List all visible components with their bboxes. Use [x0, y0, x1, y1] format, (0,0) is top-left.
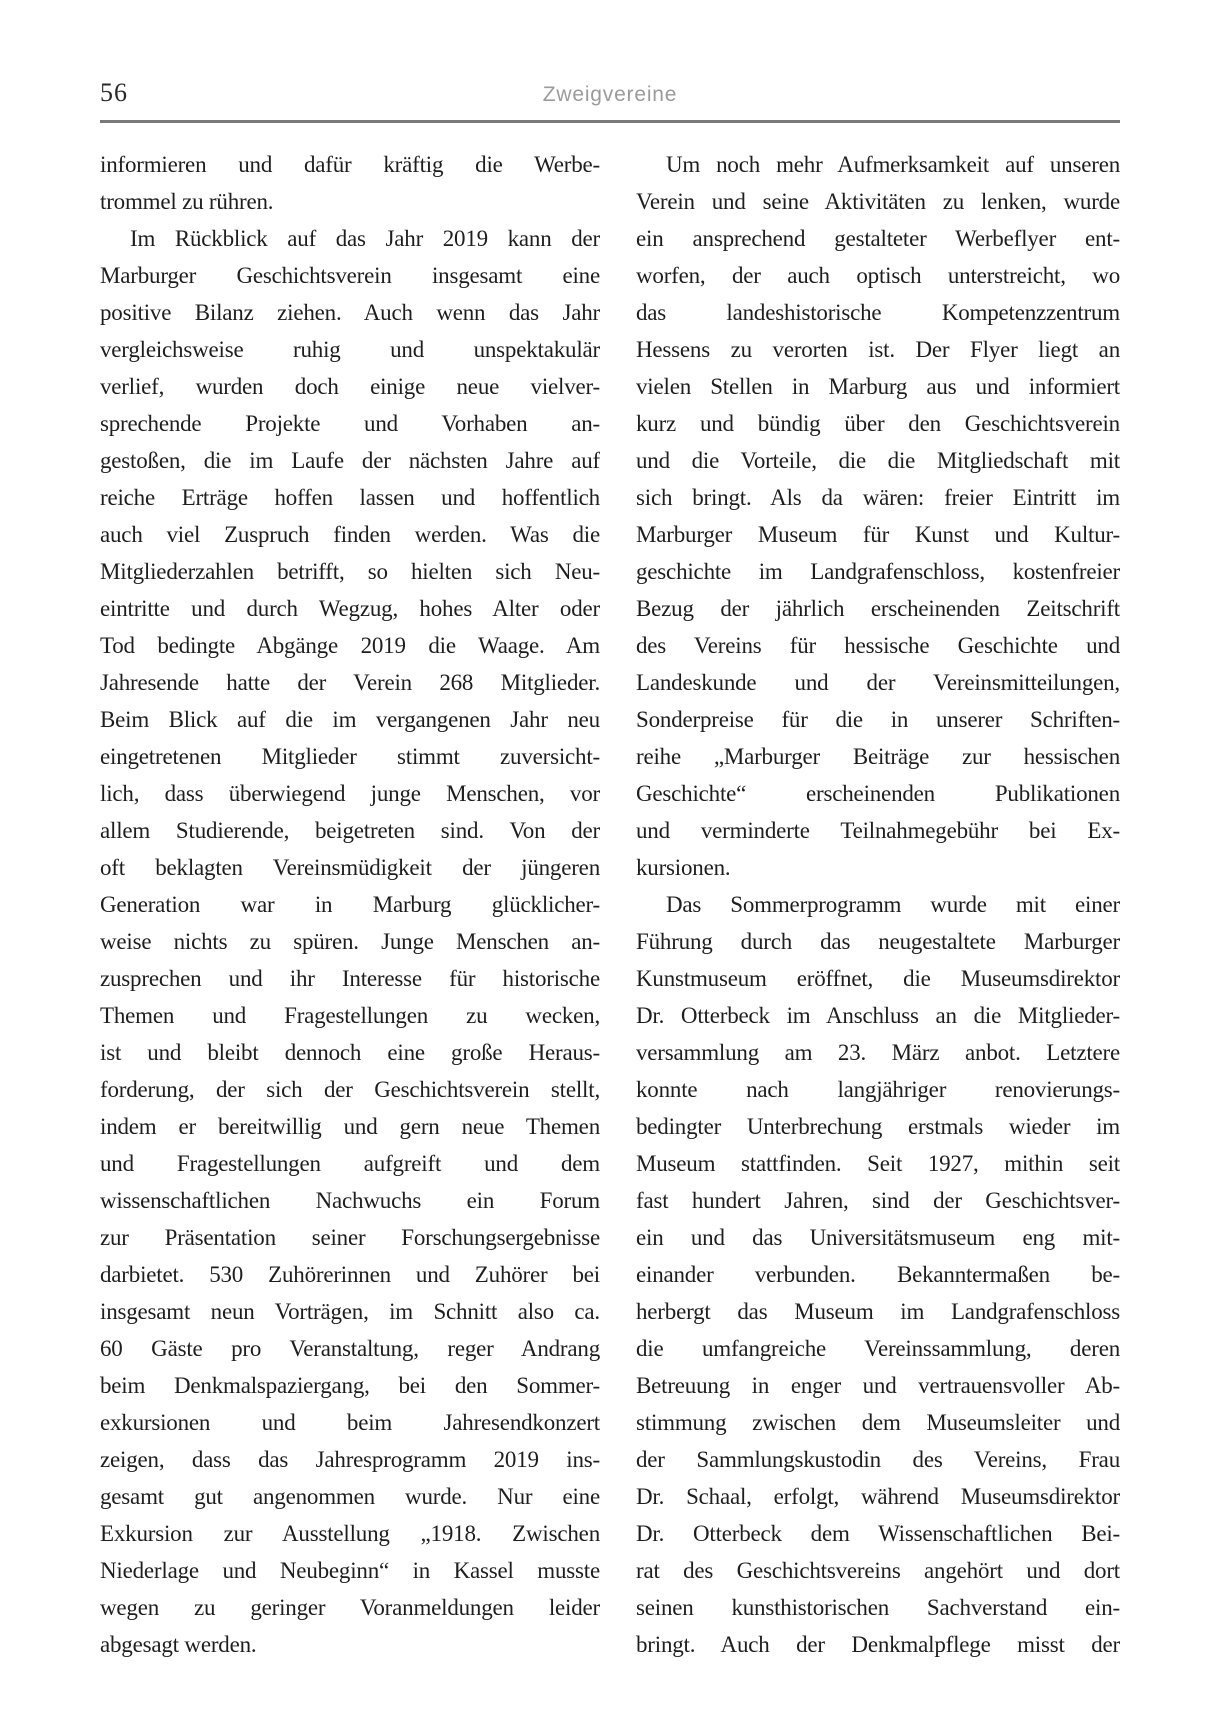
text-line: gestoßen, die im Laufe der nächsten Jahre auf: [100, 448, 600, 473]
text-line: seinen kunsthistorischen Sachverstand ein-: [636, 1595, 1120, 1620]
text-line: lich, dass überwiegend junge Menschen, vor: [100, 781, 600, 806]
text-line: positive Bilanz ziehen. Auch wenn das Jahr: [100, 300, 600, 325]
text-line: Dr. Otterbeck im Anschluss an die Mitglieder-: [636, 1003, 1120, 1028]
text-line: zur Präsentation seiner Forschungsergebnisse: [100, 1225, 600, 1250]
text-line: und Fragestellungen aufgreift und dem: [100, 1151, 600, 1176]
text-line: kursionen.: [636, 855, 731, 880]
text-line: ist und bleibt dennoch eine große Heraus-: [100, 1040, 600, 1065]
text-line: Tod bedingte Abgänge 2019 die Waage. Am: [100, 633, 600, 658]
page-number: 56: [100, 78, 128, 107]
text-line: reihe „Marburger Beiträge zur hessischen: [636, 744, 1120, 769]
text-line: Das Sommerprogramm wurde mit einer: [666, 892, 1120, 917]
text-line: konnte nach langjähriger renovierungs-: [636, 1077, 1120, 1102]
text-line: wissenschaftlichen Nachwuchs ein Forum: [100, 1188, 600, 1213]
text-line: Kunstmuseum eröffnet, die Museumsdirektor: [636, 966, 1120, 991]
text-line: Museum stattfinden. Seit 1927, mithin seit: [636, 1151, 1120, 1176]
text-line: Bezug der jährlich erscheinenden Zeitschrift: [636, 596, 1120, 621]
text-line: des Vereins für hessische Geschichte und: [636, 633, 1120, 658]
text-columns: [100, 146, 1120, 1663]
text-line: einander verbunden. Bekanntermaßen be-: [636, 1262, 1120, 1287]
text-line: Sonderpreise für die in unserer Schriften-: [636, 707, 1120, 732]
text-line: eingetretenen Mitglieder stimmt zuversicht-: [100, 744, 600, 769]
text-line: sich bringt. Als da wären: freier Eintritt im: [636, 485, 1120, 510]
text-line: Generation war in Marburg glücklicher-: [100, 892, 600, 917]
running-title: Zweigvereine: [542, 83, 678, 106]
text-line: Dr. Otterbeck dem Wissenschaftlichen Bei-: [636, 1521, 1120, 1546]
text-line: auch viel Zuspruch finden werden. Was die: [100, 522, 600, 547]
text-line: und die Vorteile, die die Mitgliedschaft mit: [636, 448, 1120, 473]
page-header: [100, 78, 1120, 108]
text-line: bringt. Auch der Denkmalpflege misst der: [636, 1632, 1120, 1657]
text-line: das landeshistorische Kompetenzzentrum: [636, 300, 1120, 325]
text-line: zusprechen und ihr Interesse für historische: [100, 966, 600, 991]
text-line: darbietet. 530 Zuhörerinnen und Zuhörer bei: [100, 1262, 600, 1287]
text-line: forderung, der sich der Geschichtsverein stellt,: [100, 1077, 600, 1102]
text-line: informieren und dafür kräftig die Werbe-: [100, 152, 600, 177]
text-line: die umfangreiche Vereinssammlung, deren: [636, 1336, 1120, 1361]
text-line: ein und das Universitätsmuseum eng mit-: [636, 1225, 1120, 1250]
text-line: Exkursion zur Ausstellung „1918. Zwischen: [100, 1521, 600, 1546]
text-line: Im Rückblick auf das Jahr 2019 kann der: [130, 226, 600, 251]
text-line: beim Denkmalspaziergang, bei den Sommer-: [100, 1373, 600, 1398]
text-line: Verein und seine Aktivitäten zu lenken, wurde: [636, 189, 1120, 214]
text-line: Geschichte“ erscheinenden Publikationen: [636, 781, 1120, 806]
text-line: Führung durch das neugestaltete Marburger: [636, 929, 1120, 954]
text-line: worfen, der auch optisch unterstreicht, wo: [636, 263, 1120, 288]
text-line: Mitgliederzahlen betrifft, so hielten sich Neu-: [100, 559, 600, 584]
text-line: zeigen, dass das Jahresprogramm 2019 ins-: [100, 1447, 600, 1472]
text-line: Landeskunde und der Vereinsmitteilungen,: [636, 670, 1120, 695]
text-line: stimmung zwischen dem Museumsleiter und: [636, 1410, 1120, 1435]
text-line: kurz und bündig über den Geschichtsverein: [636, 411, 1120, 436]
text-line: gesamt gut angenommen wurde. Nur eine: [100, 1484, 600, 1509]
text-line: wegen zu geringer Voranmeldungen leider: [100, 1595, 600, 1620]
text-line: weise nichts zu spüren. Junge Menschen an-: [100, 929, 600, 954]
text-line: der Sammlungskustodin des Vereins, Frau: [636, 1447, 1120, 1472]
text-line: indem er bereitwillig und gern neue Themen: [100, 1114, 600, 1139]
right-text-column: [636, 146, 1120, 1663]
left-text-column: [100, 146, 600, 1663]
text-line: ein ansprechend gestalteter Werbeflyer ent-: [636, 226, 1120, 251]
text-line: allem Studierende, beigetreten sind. Von der: [100, 818, 600, 843]
text-line: exkursionen und beim Jahresendkonzert: [100, 1410, 600, 1435]
text-line: insgesamt neun Vorträgen, im Schnitt also ca.: [100, 1299, 600, 1324]
text-line: verlief, wurden doch einige neue vielver-: [100, 374, 600, 399]
text-line: abgesagt werden.: [100, 1632, 257, 1657]
text-line: Themen und Fragestellungen zu wecken,: [100, 1003, 600, 1028]
text-line: versammlung am 23. März anbot. Letztere: [636, 1040, 1120, 1065]
text-line: Niederlage und Neubeginn“ in Kassel musste: [100, 1558, 600, 1583]
text-line: eintritte und durch Wegzug, hohes Alter oder: [100, 596, 600, 621]
text-line: fast hundert Jahren, sind der Geschichtsver-: [636, 1188, 1120, 1213]
text-line: Betreuung in enger und vertrauensvoller Ab-: [636, 1373, 1120, 1398]
text-line: Marburger Geschichtsverein insgesamt eine: [100, 263, 600, 288]
text-line: oft beklagten Vereinsmüdigkeit der jüngeren: [100, 855, 600, 880]
text-line: Dr. Schaal, erfolgt, während Museumsdirektor: [636, 1484, 1120, 1509]
text-line: Hessens zu verorten ist. Der Flyer liegt an: [636, 337, 1120, 362]
text-line: vielen Stellen in Marburg aus und informiert: [636, 374, 1120, 399]
text-line: 60 Gäste pro Veranstaltung, reger Andrang: [100, 1336, 600, 1361]
text-line: und verminderte Teilnahmegebühr bei Ex-: [636, 818, 1120, 843]
text-line: geschichte im Landgrafenschloss, kostenfreier: [636, 559, 1120, 584]
text-line: Marburger Museum für Kunst und Kultur-: [636, 522, 1120, 547]
text-line: Jahresende hatte der Verein 268 Mitglieder.: [100, 670, 600, 695]
text-line: herbergt das Museum im Landgrafenschloss: [636, 1299, 1120, 1324]
text-line: rat des Geschichtsvereins angehört und dort: [636, 1558, 1120, 1583]
text-line: bedingter Unterbrechung erstmals wieder im: [636, 1114, 1120, 1139]
text-line: Um noch mehr Aufmerksamkeit auf unseren: [666, 152, 1120, 177]
text-line: Beim Blick auf die im vergangenen Jahr neu: [100, 707, 600, 732]
text-line: vergleichsweise ruhig und unspektakulär: [100, 337, 600, 362]
text-line: reiche Erträge hoffen lassen und hoffentlich: [100, 485, 600, 510]
text-line: sprechende Projekte und Vorhaben an-: [100, 411, 600, 436]
text-line: trommel zu rühren.: [100, 189, 274, 214]
header-rule: [100, 120, 1120, 123]
